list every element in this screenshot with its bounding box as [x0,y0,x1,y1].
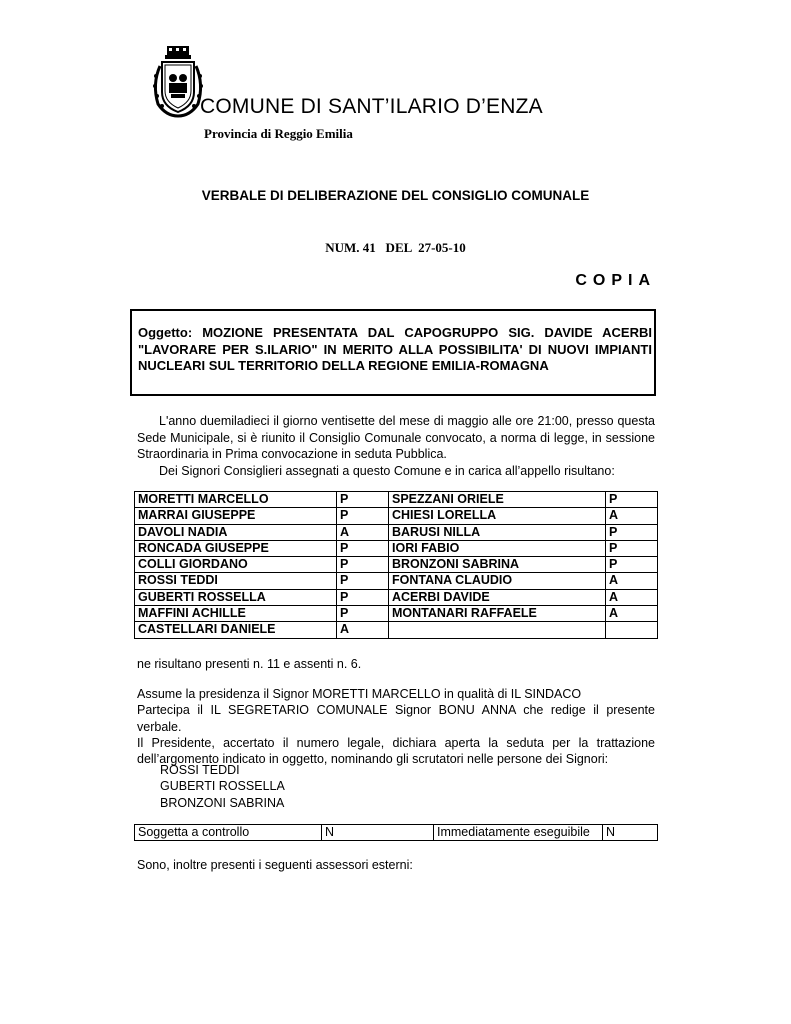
councillor-name: MORETTI MARCELLO [135,492,337,508]
document-title: VERBALE DI DELIBERAZIONE DEL CONSIGLIO COMUNALE [201,188,590,203]
attendance-row [135,540,658,556]
attendance-status: A [337,622,389,638]
councillor-name: IORI FABIO [389,540,606,556]
control-status-table [134,824,658,841]
scrutatore-item: GUBERTI ROSSELLA [160,779,285,794]
attendance-status: P [337,492,389,508]
attendance-table [134,491,658,639]
intro-paragraphs [137,413,655,479]
attendance-status: A [337,524,389,540]
attendance-row [135,492,658,508]
councillor-name: MARRAI GIUSEPPE [135,508,337,524]
scrutatore-item: ROSSI TEDDI [160,763,240,777]
councillor-name: MONTANARI RAFFAELE [389,606,606,622]
scrutatore-item: BRONZONI SABRINA [160,795,285,810]
councillor-name: ACERBI DAVIDE [389,589,606,605]
presidenza-block [137,686,655,767]
attendance-status: P [337,508,389,524]
councillor-name: SPEZZANI ORIELE [389,492,606,508]
copia-label: COPIA [575,272,656,289]
councillor-name: MAFFINI ACHILLE [135,606,337,622]
partecipa-text: Partecipa il IL SEGRETARIO COMUNALE Signor BONU ANNA che redige il presente verbale. [137,703,655,734]
presidenza-text: Assume la presidenza il Signor MORETTI MARCELLO in qualità di IL SINDACO [137,687,582,701]
councillor-name [389,622,606,638]
attendance-row [135,524,658,540]
scrutatori-list [160,762,285,811]
attendance-status: P [606,492,658,508]
councillor-name: ROSSI TEDDI [135,573,337,589]
attendance-status: P [337,589,389,605]
councillor-name: DAVOLI NADIA [135,524,337,540]
oggetto-text: Oggetto: MOZIONE PRESENTATA DAL CAPOGRUPPO SIG. DAVIDE ACERBI "LAVORARE PER S.ILARIO" IN MERITO ALLA POSSIBILITA' DI NUOVI IMPIANTI NUCLEARI SUL TERRITORIO DELLA REGIONE EMILIA-ROMAGNA [138,325,652,373]
comune-name-heading: COMUNE DI SANT’ILARIO D’ENZA [200,95,543,118]
councillor-name: FONTANA CLAUDIO [389,573,606,589]
councillor-name: RONCADA GIUSEPPE [135,540,337,556]
attendance-row [135,508,658,524]
councillor-name: CHIESI LORELLA [389,508,606,524]
attendance-status: A [606,606,658,622]
immediata-label: Immediatamente eseguibile [434,825,603,841]
attendance-status: P [337,557,389,573]
attendance-status: A [606,589,658,605]
councillor-name: BRONZONI SABRINA [389,557,606,573]
soggetta-value: N [322,825,434,841]
attendance-row [135,557,658,573]
attendance-status: P [337,606,389,622]
attendance-row [135,589,658,605]
attendance-row [135,573,658,589]
control-status-row [135,825,658,841]
attendance-status: P [606,540,658,556]
intro-paragraph-2: Dei Signori Consiglieri assegnati a questo Comune e in carica all’appello risultano: [159,463,615,478]
presidente-text: Il Presidente, accertato il numero legale, dichiara aperta la seduta per la trattazione dell’argomento indicato in oggetto, nominando gli scrutatori nelle persone dei Signori: [137,735,655,767]
intro-paragraph-1: L'anno duemiladieci il giorno ventisette del mese di maggio alle ore 21:00, presso questa Sede Municipale, si è riunito il Consiglio Comunale convocato, a norma di legge, in sessione Straordinaria in Prima convocazione in seduta Pubblica. [137,414,655,461]
attendance-status: P [337,573,389,589]
councillor-name: CASTELLARI DANIELE [135,622,337,638]
attendance-row [135,622,658,638]
oggetto-box [130,309,656,396]
municipal-crest-logo [150,44,206,120]
attendance-status: P [606,524,658,540]
attendance-status: P [337,540,389,556]
councillor-name: COLLI GIORDANO [135,557,337,573]
deliberation-number-date: NUM. 41 DEL 27-05-10 [325,240,466,255]
provincia-subtitle: Provincia di Reggio Emilia [204,126,353,141]
attendance-status: P [606,557,658,573]
attendance-summary: ne risultano presenti n. 11 e assenti n. 6. [137,657,362,671]
councillor-name: BARUSI NILLA [389,524,606,540]
attendance-status [606,622,658,638]
assessori-esterni-text: Sono, inoltre presenti i seguenti assessori esterni: [137,858,413,872]
councillor-name: GUBERTI ROSSELLA [135,589,337,605]
immediata-value: N [603,825,658,841]
attendance-row [135,606,658,622]
attendance-status: A [606,573,658,589]
attendance-status: A [606,508,658,524]
soggetta-label: Soggetta a controllo [135,825,322,841]
